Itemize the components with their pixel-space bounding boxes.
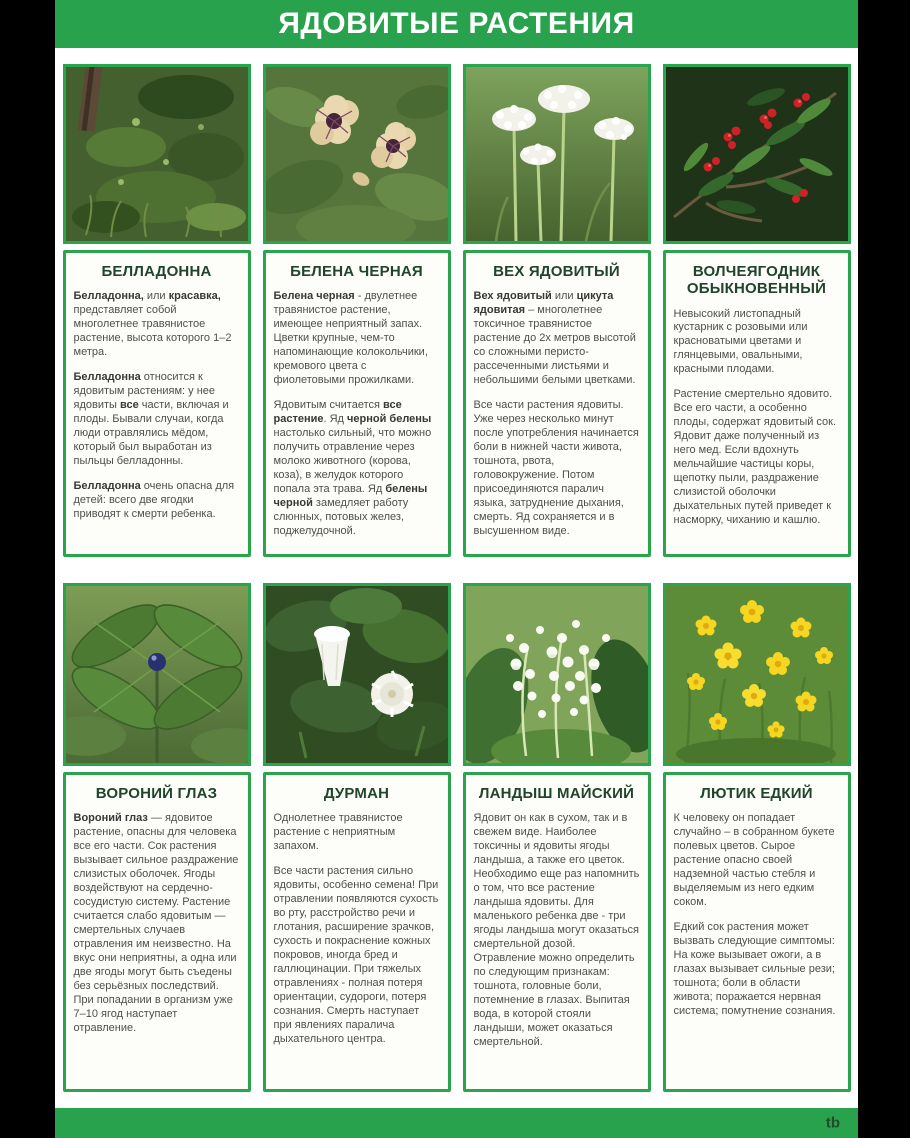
plant-description: Белена черная - двулетнее травянистое растение, имеющее неприятный запах. Цветки крупные, чем-то напоминающие колокольчики, кремового цвета с фиолетовыми прожилками. Ядовитым считается все растение. Яд черной белены настолько сильный, что можно получить отравление через молоко животного (корова, коза), в желудок которого попала эта трава. Яд белены черной замедляет работу слюнных, потовых желез, поджелудочной. [273,290,432,537]
buttercup-photo [663,583,851,766]
plant-card-buttercup [663,583,851,1092]
herb-paris-photo [63,583,251,766]
cards-row-1 [61,64,852,557]
plant-title: ЛЮТИК ЕДКИЙ [700,785,813,802]
plant-description: Невысокий листопадный кустарник с розовыми или красноватыми цветами и глянцевыми, овальными, красными плодами. Растение смертельно ядовито. Все его части, а особенно плоды, содержат ядовитый сок. Ядовит даже полученный из него мед. Если вдохнуть мельчайшие частицы коры, щепотку пыли, раздражение слизистой оболочки дыхательных путей приведет к насморку, чиханию и кашлю. [673,307,837,527]
plant-info-panel [263,250,451,557]
right-black-margin [858,0,910,1138]
watermark-text: tb [825,1114,840,1132]
plant-info-panel [663,772,851,1092]
plant-info-panel [63,250,251,557]
datura-photo [263,583,451,766]
plant-title: БЕЛЕНА ЧЕРНАЯ [290,263,423,280]
plant-title: ВОРОНИЙ ГЛАЗ [95,785,218,802]
plant-info-panel [463,772,651,1092]
plant-title: БЕЛЛАДОННА [101,263,212,280]
plant-info-panel [63,772,251,1092]
plant-description: К человеку он попадает случайно – в собранном букете полевых цветов. Сырое растение опасно своей надземной частью стебля и выделяемым из него едким соком. Едкий сок растения может вызвать следующие симптомы: На коже вызывает ожоги, а в глазах вызывает сильные рези; тошнота; боли в области живота; поражается нервная система; помутнение сознания. [673,812,836,1017]
mezereon-photo [663,64,851,244]
poisonous-plants-poster [55,0,858,1138]
henbane-photo [263,64,451,244]
plant-description: Вех ядовитый или цикута ядовитая – многолетнее токсичное травянистое растение до 2х метров высотой со сложными перисто-рассеченными листьями и небольшими белыми цветками. Все части растения ядовиты. Уже через несколько минут после употребления начинается боли в нижней части живота, тошнота, рвота, головокружение. Потом присоединяются паралич языка, затруднение дыхания, смерть. Яд сохраняется и в высушенном виде. [473,290,639,537]
plant-info-panel [263,772,451,1092]
page-title: ЯДОВИТЫЕ РАСТЕНИЯ [278,7,635,40]
plant-title: ДУРМАН [323,785,390,802]
plant-card-mezereon [663,64,851,557]
plant-description: Вороний глаз — ядовитое растение, опасны для человека все его части. Сок растения вызывает сильное раздражение слизистых оболочек. Ягоды воздействуют на сердечно-сосудистую систему. Растение считается слабо ядовитым — смертельных случаев отравления им неизвестно. На вкус они неприятны, а одна или две ягоды могут быть съедены без серьёзных последствий. При попадании в организм уже 7–10 ягод наступает отравление. [73,812,239,1034]
plant-card-henbane [263,64,451,557]
plant-card-lily-of-the-valley [463,583,651,1092]
lily-of-the-valley-photo [463,583,651,766]
plant-info-panel [663,250,851,557]
poster-content [55,48,858,1092]
cards-row-2 [61,583,852,1092]
plant-info-panel [463,250,651,557]
plant-title: ЛАНДЫШ МАЙСКИЙ [478,785,635,802]
plant-card-herb-paris [63,583,251,1092]
plant-title: ВОЛЧЕЯГОДНИК ОБЫКНОВЕННЫЙ [686,263,827,298]
cowbane-photo [463,64,651,244]
poster-footer [55,1108,858,1138]
plant-card-datura [263,583,451,1092]
left-black-margin [0,0,55,1138]
plant-card-cowbane [463,64,651,557]
plant-description: Ядовит он как в сухом, так и в свежем виде. Наиболее токсичны и ядовиты ягоды ландыша, а также его цветок. Необходимо еще раз напомнить о том, что все растение ландыша ядовиты. Для маленького ребенка две - три ягоды ландыша могут оказаться смертельной дозой. Отравление можно определить по следующим признакам: тошнота, головные боли, потемнение в глазах. Выпитая вода, в которой стояли ландыши, может оказаться смертельной. [473,812,640,1048]
plant-title: ВЕХ ЯДОВИТЫЙ [493,263,620,280]
plant-description: Однолетнее травянистое растение с неприятным запахом. Все части растения сильно ядовиты, особенно семена! При отравлении появляются сухость во рту, расстройство речи и глотания, расширение зрачков, сухость и покраснение кожных покровов, иногда бред и галлюцинации. При тяжелых отравлениях - полная потеря ориентации, судороги, потеря сознания. Смерть наступает при явлениях паралича дыхательного центра. [273,812,439,1045]
plant-card-belladonna [63,64,251,557]
belladonna-photo [63,64,251,244]
poster-header [55,0,858,48]
plant-description: Белладонна, или красавка, представляет собой многолетнее травянистое растение, высота которого 1–2 метра. Белладонна относится к ядовитым растениям: у нее ядовиты все части, включая и плоды. Бывали случаи, когда люди отравлялись мёдом, который был выработан из пыльцы белладонны. Белладонна очень опасна для детей: всего две ягодки приводят к смерти ребенка. [73,290,235,520]
